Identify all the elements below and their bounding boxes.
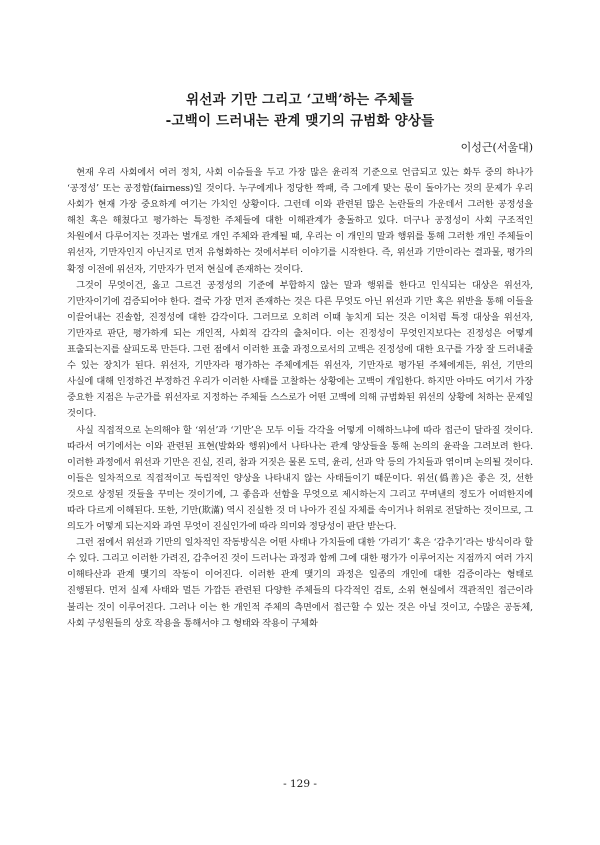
title-block xyxy=(0,90,600,132)
paragraph-1-text: 현재 우리 사회에서 여러 정치, 사회 이슈들을 두고 가장 많은 윤리적 기준으로 언급되고 있는 화두 중의 하나가 ‘공정성’ 또는 공정함(fairness)일 것이다. 누구에게나 정당한 짝패, 즉 그에게 맞는 몫이 돌아가는 것의 문제가 우리 사회가 현재 가장 중요하게 여기는 가치인 상황이다. 그런데 이와 관련된 많은 논란들의 가운데서 그러한 공정성을 해친 혹은 해쳤다고 평가하는 특정한 주체들에 대한 이해관계가 충돌하고 있다. 더구나 공정성이 사회 구조적인 차원에서 다루어지는 것과는 별개로 개인 주체와 관계될 때, 우리는 이 개인의 말과 행위를 통해 그러한 개인 주체들이 위선자, 기만자인지 아닌지로 먼저 유형화하는 것에서부터 이야기를 시작한다. 즉, 위선과 기만이라는 결과물, 평가의 확정 이전에 위선자, 기만자가 먼저 현실에 존재하는 것이다. xyxy=(67,167,533,275)
paragraph-1 xyxy=(67,165,533,278)
paragraph-2 xyxy=(67,278,533,423)
paragraph-2-text: 그것이 무엇이건, 옳고 그르건 공정성의 기준에 부합하지 않는 말과 행위를 한다고 인식되는 대상은 위선자, 기만자이기에 검증되어야 한다. 결국 가장 먼저 존재하는 것은 다른 무엇도 아닌 위선과 기만 혹은 위반을 통해 이들을 이끌어내는 진솔함, 진정성에 대한 감각이다. 그러므로 오히려 이때 놓치게 되는 것은 이처럼 특정 대상을 위선자, 기만자로 판단, 평가하게 되는 개인적, 사회적 감각의 출처이다. 이는 진정성이 무엇인지보다는 진정성은 어떻게 표출되는지를 살피도록 만든다. 그런 점에서 이러한 표출 과정으로서의 고백은 진정성에 대한 요구를 가장 잘 드러내줄 수 있는 장치가 된다. 위선자, 기만자라 평가하는 주체에게든 위선자, 기만자로 평가된 주체에게든, 위선, 기만의 사실에 대해 인정하건 부정하건 우리가 이러한 사태를 고찰하는 상황에는 고백이 개입한다. 하지만 아마도 여기서 가장 중요한 지점은 누군가를 위선자로 지정하는 주체들 스스로가 어떤 고백에 의해 규범화된 위선의 상황에 처하는 문제일 것이다. xyxy=(67,279,533,420)
paper-subtitle: -고백이 드러내는 관계 맺기의 규범화 양상들 xyxy=(165,113,435,129)
author-affiliation: 이성근(서울대) xyxy=(460,141,533,154)
body-text xyxy=(67,165,533,632)
paper-title: 위선과 기만 그리고 ‘고백’하는 주체들 xyxy=(185,92,414,108)
paragraph-4 xyxy=(67,535,533,632)
paragraph-3-text: 사실 직접적으로 논의해야 할 ‘위선’과 ‘기만’은 모두 이들 각각을 어떻게 이해하느냐에 따라 접근이 달라질 것이다. 따라서 여기에서는 이와 관련된 표현(발화와 행위)에서 나타나는 관계 양상들을 통해 논의의 윤곽을 그려보려 한다. 이러한 과정에서 위선과 기만은 진실, 진리, 참과 거짓은 물론 도덕, 윤리, 선과 악 등의 가치들과 엮이며 논의될 것이다. 이들은 일차적으로 직접적이고 독립적인 양상을 나타내지 않는 사태들이기 때문이다. 위선(僞善)은 좋은 것, 선한 것으로 상정된 것들을 꾸미는 것이기에, 그 좋음과 선함을 무엇으로 제시하는지 그리고 꾸며낸의 정도가 어떠한지에 따라 다르게 이해된다. 또한, 기만(欺滿) 역시 진실한 것 더 나아가 진실 자체를 속이거나 허위로 전달하는 것이므로, 그 의도가 어떻게 되는지와 과연 무엇이 진실인가에 따라 의미와 정당성이 판단 받는다. xyxy=(67,424,533,533)
paragraph-3 xyxy=(67,423,533,536)
page-number: - 129 - xyxy=(283,778,317,790)
paragraph-4-text: 그런 점에서 위선과 기만의 일차적인 작동방식은 어떤 사태나 가치들에 대한 ‘가리기’ 혹은 ‘감추기’라는 방식이라 할 수 있다. 그리고 이러한 가려진, 감추어진 것이 드러나는 과정과 함께 그에 대한 평가가 이루어지는 지점까지 여러 가지 이해타산과 관계 맺기의 작동이 이어진다. 이러한 관계 맺기의 과정은 일종의 개인에 대한 검증이라는 형태로 진행된다. 먼저 실제 사태와 멀든 가깝든 관련된 다양한 주체들의 다각적인 검토, 소위 현실에서 객관적인 접근이라 불리는 것이 이루어진다. 그러나 이는 한 개인적 주체의 측면에서 접근할 수 있는 것은 아닐 것이고, 수많은 공동체, 사회 구성원들의 상호 작용을 통해서야 그 형태와 작용이 구체화 xyxy=(67,537,533,629)
